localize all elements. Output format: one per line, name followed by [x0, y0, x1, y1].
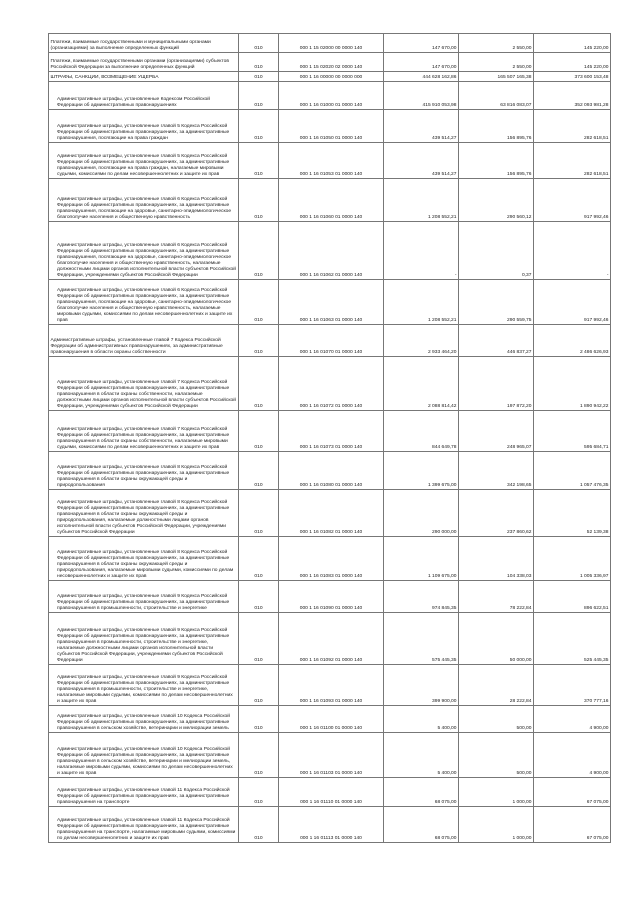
- row-budget-cell: 439 514,27: [384, 110, 459, 143]
- row-code-cell: 010: [239, 53, 279, 72]
- row-executed-cell: 165 507 165,38: [459, 72, 534, 82]
- row-executed-cell: 500,00: [459, 733, 534, 778]
- row-remaining-cell: 282 618,51: [534, 110, 611, 143]
- row-budget-cell: 844 649,78: [384, 411, 459, 452]
- row-remaining-cell: 917 992,46: [534, 280, 611, 325]
- row-name-cell: Административные штрафы, установленные главой 11 Кодекса Российской Федерации об административных правонарушениях, за административные правонарушения на транспорте: [49, 778, 239, 807]
- table-row: [49, 613, 611, 665]
- row-code-cell: 010: [239, 82, 279, 110]
- row-kbk-cell: 000 1 15 02000 00 0000 140: [279, 34, 384, 53]
- row-remaining-cell: 352 093 981,28: [534, 82, 611, 110]
- row-kbk-cell: 000 1 16 01063 01 0000 140: [279, 280, 384, 325]
- row-code-cell: 010: [239, 222, 279, 280]
- row-executed-cell: 156 895,76: [459, 110, 534, 143]
- row-kbk-cell: 000 1 16 01073 01 0000 140: [279, 411, 384, 452]
- row-kbk-cell: 000 1 16 01050 01 0000 140: [279, 110, 384, 143]
- row-executed-cell: 290 559,75: [459, 280, 534, 325]
- row-budget-cell: 974 845,35: [384, 581, 459, 613]
- table-row: [49, 778, 611, 807]
- row-executed-cell: 446 837,27: [459, 325, 534, 357]
- row-remaining-cell: 67 075,00: [534, 778, 611, 807]
- row-budget-cell: 439 514,27: [384, 143, 459, 179]
- row-budget-cell: 5 400,00: [384, 733, 459, 778]
- row-name-cell: Административные штрафы, установленные главой 7 Кодекса Российской Федерации об административных правонарушениях, за административные правонарушения в области охраны собственности: [49, 325, 239, 357]
- table-row: [49, 143, 611, 179]
- row-remaining-cell: 4 900,00: [534, 706, 611, 733]
- row-remaining-cell: 595 684,71: [534, 411, 611, 452]
- table-row: [49, 34, 611, 53]
- row-kbk-cell: 000 1 16 01082 01 0000 140: [279, 490, 384, 537]
- row-kbk-cell: 000 1 16 01100 01 0000 140: [279, 706, 384, 733]
- table-row: [49, 110, 611, 143]
- row-budget-cell: 290 000,00: [384, 490, 459, 537]
- row-remaining-cell: 1 057 476,35: [534, 452, 611, 490]
- row-kbk-cell: 000 1 16 01113 01 0000 140: [279, 807, 384, 843]
- table-row: [49, 733, 611, 778]
- row-code-cell: 010: [239, 280, 279, 325]
- row-remaining-cell: 282 618,51: [534, 143, 611, 179]
- row-executed-cell: 1 000,00: [459, 778, 534, 807]
- row-name-cell: Административные штрафы, установленные главой 8 Кодекса Российской Федерации об административных правонарушениях, за административные правонарушения в области охраны окружающей среды и природопользования: [49, 452, 239, 490]
- row-executed-cell: 78 222,84: [459, 581, 534, 613]
- row-remaining-cell: 917 992,46: [534, 179, 611, 222]
- row-name-cell: ШТРАФЫ, САНКЦИИ, ВОЗМЕЩЕНИЕ УЩЕРБА: [49, 72, 239, 82]
- row-kbk-cell: 000 1 16 01093 01 0000 140: [279, 665, 384, 706]
- row-remaining-cell: 4 900,00: [534, 733, 611, 778]
- table-row: [49, 452, 611, 490]
- table-row: [49, 807, 611, 843]
- row-executed-cell: 50 000,00: [459, 613, 534, 665]
- row-remaining-cell: 1 005 336,97: [534, 537, 611, 581]
- row-budget-cell: 1 109 675,00: [384, 537, 459, 581]
- row-code-cell: 010: [239, 179, 279, 222]
- row-budget-cell: 399 900,00: [384, 665, 459, 706]
- row-name-cell: Административные штрафы, установленные главой 9 Кодекса Российской Федерации об административных правонарушениях, за административные правонарушения в промышленности, строительстве и энергетике, налагаемые должностными лицами органов исполнительной власти субъектов Российской Федерации, учреждениями субъектов Российской Федерации: [49, 613, 239, 665]
- row-budget-cell: -: [384, 222, 459, 280]
- row-remaining-cell: 370 777,16: [534, 665, 611, 706]
- row-kbk-cell: 000 1 16 01090 01 0000 140: [279, 581, 384, 613]
- row-code-cell: 010: [239, 665, 279, 706]
- row-kbk-cell: 000 1 16 01000 01 0000 140: [279, 82, 384, 110]
- row-budget-cell: 1 208 552,21: [384, 280, 459, 325]
- row-name-cell: Платежи, взимаемые государственными органами (организациями) субъектов Российской Федерации за выполнение определенных функций: [49, 53, 239, 72]
- row-name-cell: Административные штрафы, установленные главой 11 Кодекса Российской Федерации об административных правонарушениях, за административные правонарушения на транспорте, налагаемые мировыми судьями, комиссиями по делам несовершеннолетних и защите их прав: [49, 807, 239, 843]
- row-executed-cell: 28 222,84: [459, 665, 534, 706]
- row-budget-cell: 1 399 675,00: [384, 452, 459, 490]
- table-row: [49, 581, 611, 613]
- row-name-cell: Административные штрафы, установленные главой 10 Кодекса Российской Федерации об административных правонарушениях, за административные правонарушения в сельском хозяйстве, ветеринарии и мелиорации земель, налагаемые мировыми судьями, комиссиями по делам несовершеннолетних и защите их прав: [49, 733, 239, 778]
- row-budget-cell: 444 628 162,86: [384, 72, 459, 82]
- row-kbk-cell: 000 1 16 01080 01 0000 140: [279, 452, 384, 490]
- table-body: [49, 34, 611, 843]
- table-row: [49, 665, 611, 706]
- row-code-cell: 010: [239, 537, 279, 581]
- row-kbk-cell: 000 1 16 00000 00 0000 000: [279, 72, 384, 82]
- row-name-cell: Административные штрафы, установленные главой 8 Кодекса Российской Федерации об административных правонарушениях, за административные правонарушения в области охраны окружающей среды и природопользования, налагаемые мировыми судьями, комиссиями по делам несовершеннолетних и защите их прав: [49, 537, 239, 581]
- row-code-cell: 010: [239, 325, 279, 357]
- row-executed-cell: 156 895,76: [459, 143, 534, 179]
- row-name-cell: Административные штрафы, установленные главой 7 Кодекса Российской Федерации об административных правонарушениях, за административные правонарушения в области охраны собственности, налагаемые должностными лицами органов исполнительной власти субъектов Российской Федерации, учреждениями субъектов Российской Федерации: [49, 357, 239, 411]
- row-remaining-cell: 896 622,51: [534, 581, 611, 613]
- row-code-cell: 010: [239, 110, 279, 143]
- row-budget-cell: 147 670,00: [384, 53, 459, 72]
- table-row: [49, 357, 611, 411]
- row-kbk-cell: 000 1 16 01062 01 0000 140: [279, 222, 384, 280]
- row-budget-cell: 68 075,00: [384, 807, 459, 843]
- table-row: [49, 222, 611, 280]
- budget-revenue-table: [48, 33, 611, 843]
- row-name-cell: Административные штрафы, установленные главой 6 Кодекса Российской Федерации об административных правонарушениях, за административные правонарушения, посягающие на здоровье, санитарно-эпидемиологическое благополучие населения и общественную нравственность, налагаемые мировыми судьями, комиссиями по делам несовершеннолетних и защите их прав: [49, 280, 239, 325]
- row-remaining-cell: 525 445,35: [534, 613, 611, 665]
- row-executed-cell: 290 560,12: [459, 179, 534, 222]
- row-name-cell: Административные штрафы, установленные главой 5 Кодекса Российской Федерации об административных правонарушениях, за административные правонарушения, посягающие на права граждан: [49, 110, 239, 143]
- row-code-cell: 010: [239, 411, 279, 452]
- table-row: [49, 280, 611, 325]
- row-remaining-cell: 67 075,00: [534, 807, 611, 843]
- row-remaining-cell: 145 220,00: [534, 53, 611, 72]
- row-code-cell: 010: [239, 452, 279, 490]
- row-budget-cell: 2 933 464,20: [384, 325, 459, 357]
- row-name-cell: Административные штрафы, установленные главой 10 Кодекса Российской Федерации об административных правонарушениях, за административные правонарушения в сельском хозяйстве, ветеринарии и мелиорации земель: [49, 706, 239, 733]
- row-kbk-cell: 000 1 16 01083 01 0000 140: [279, 537, 384, 581]
- row-code-cell: 010: [239, 613, 279, 665]
- row-budget-cell: 415 910 053,98: [384, 82, 459, 110]
- row-code-cell: 010: [239, 778, 279, 807]
- table-row: [49, 490, 611, 537]
- table-row: [49, 72, 611, 82]
- row-name-cell: Административные штрафы, установленные главой 9 Кодекса Российской Федерации об административных правонарушениях, за административные правонарушения в промышленности, строительстве и энергетике, налагаемые мировыми судьями, комиссиями по делам несовершеннолетних и защите их прав: [49, 665, 239, 706]
- row-kbk-cell: 000 1 16 01072 01 0000 140: [279, 357, 384, 411]
- row-budget-cell: 5 400,00: [384, 706, 459, 733]
- row-budget-cell: 1 208 552,21: [384, 179, 459, 222]
- table-row: [49, 325, 611, 357]
- row-kbk-cell: 000 1 16 01103 01 0000 140: [279, 733, 384, 778]
- row-executed-cell: 2 550,00: [459, 34, 534, 53]
- row-kbk-cell: 000 1 16 01060 01 0000 140: [279, 179, 384, 222]
- row-code-cell: 010: [239, 807, 279, 843]
- row-kbk-cell: 000 1 16 01070 01 0000 140: [279, 325, 384, 357]
- table-row: [49, 411, 611, 452]
- row-code-cell: 010: [239, 490, 279, 537]
- row-name-cell: Административные штрафы, установленные главой 6 Кодекса Российской Федерации об административных правонарушениях, за административные правонарушения, посягающие на здоровье, санитарно-эпидемиологическое благополучие населения и общественную нравственность: [49, 179, 239, 222]
- row-code-cell: 010: [239, 143, 279, 179]
- row-executed-cell: 342 198,65: [459, 452, 534, 490]
- row-remaining-cell: 145 220,00: [534, 34, 611, 53]
- row-remaining-cell: 52 139,38: [534, 490, 611, 537]
- row-budget-cell: 68 075,00: [384, 778, 459, 807]
- row-executed-cell: 237 860,62: [459, 490, 534, 537]
- row-executed-cell: 500,00: [459, 706, 534, 733]
- table-row: [49, 179, 611, 222]
- row-kbk-cell: 000 1 16 01092 01 0000 140: [279, 613, 384, 665]
- row-code-cell: 010: [239, 72, 279, 82]
- row-name-cell: Административные штрафы, установленные главой 5 Кодекса Российской Федерации об административных правонарушениях, за административные правонарушения, посягающие на права граждан, налагаемые мировыми судьями, комиссиями по делам несовершеннолетних и защите их прав: [49, 143, 239, 179]
- row-remaining-cell: 1 890 942,22: [534, 357, 611, 411]
- row-name-cell: Административные штрафы, установленные главой 7 Кодекса Российской Федерации об административных правонарушениях, за административные правонарушения в области охраны собственности, налагаемые мировыми судьями, комиссиями по делам несовершеннолетних и защите их прав: [49, 411, 239, 452]
- row-name-cell: Административные штрафы, установленные главой 6 Кодекса Российской Федерации об административных правонарушениях, за административные правонарушения, посягающие на здоровье, санитарно-эпидемиологическое благополучие населения и общественную нравственность, налагаемые должностными лицами органов исполнительной власти субъектов Российской Федерации, учреждениями субъектов Российской Федерации: [49, 222, 239, 280]
- row-budget-cell: 2 088 814,42: [384, 357, 459, 411]
- row-code-cell: 010: [239, 34, 279, 53]
- row-budget-cell: 147 670,00: [384, 34, 459, 53]
- row-code-cell: 010: [239, 733, 279, 778]
- row-code-cell: 010: [239, 357, 279, 411]
- row-budget-cell: 575 445,35: [384, 613, 459, 665]
- row-remaining-cell: 2 486 626,93: [534, 325, 611, 357]
- row-kbk-cell: 000 1 15 02020 02 0000 140: [279, 53, 384, 72]
- row-executed-cell: 197 872,20: [459, 357, 534, 411]
- table-row: [49, 53, 611, 72]
- row-name-cell: Административные штрафы, установленные главой 9 Кодекса Российской Федерации об административных правонарушениях, за административные правонарушения в промышленности, строительстве и энергетике: [49, 581, 239, 613]
- row-executed-cell: 2 550,00: [459, 53, 534, 72]
- row-executed-cell: 0,37: [459, 222, 534, 280]
- table-row: [49, 537, 611, 581]
- row-name-cell: Административные штрафы, установленные главой 8 Кодекса Российской Федерации об административных правонарушениях, за административные правонарушения в области охраны окружающей среды и природопользования, налагаемые должностными лицами органов исполнительной власти субъектов Российской Федерации, учреждениями субъектов Российской Федерации: [49, 490, 239, 537]
- row-executed-cell: 63 816 083,07: [459, 82, 534, 110]
- row-kbk-cell: 000 1 16 01053 01 0000 140: [279, 143, 384, 179]
- row-remaining-cell: -: [534, 222, 611, 280]
- row-executed-cell: 104 338,03: [459, 537, 534, 581]
- table-row: [49, 82, 611, 110]
- row-executed-cell: 1 000,00: [459, 807, 534, 843]
- row-code-cell: 010: [239, 706, 279, 733]
- row-name-cell: Платежи, взимаемые государственными и муниципальными органами (организациями) за выполнение определенных функций: [49, 34, 239, 53]
- row-kbk-cell: 000 1 16 01110 01 0000 140: [279, 778, 384, 807]
- row-code-cell: 010: [239, 581, 279, 613]
- table-row: [49, 706, 611, 733]
- row-executed-cell: 248 965,07: [459, 411, 534, 452]
- row-remaining-cell: 373 600 153,48: [534, 72, 611, 82]
- row-name-cell: Административные штрафы, установленные Кодексом Российской Федерации об административных правонарушениях: [49, 82, 239, 110]
